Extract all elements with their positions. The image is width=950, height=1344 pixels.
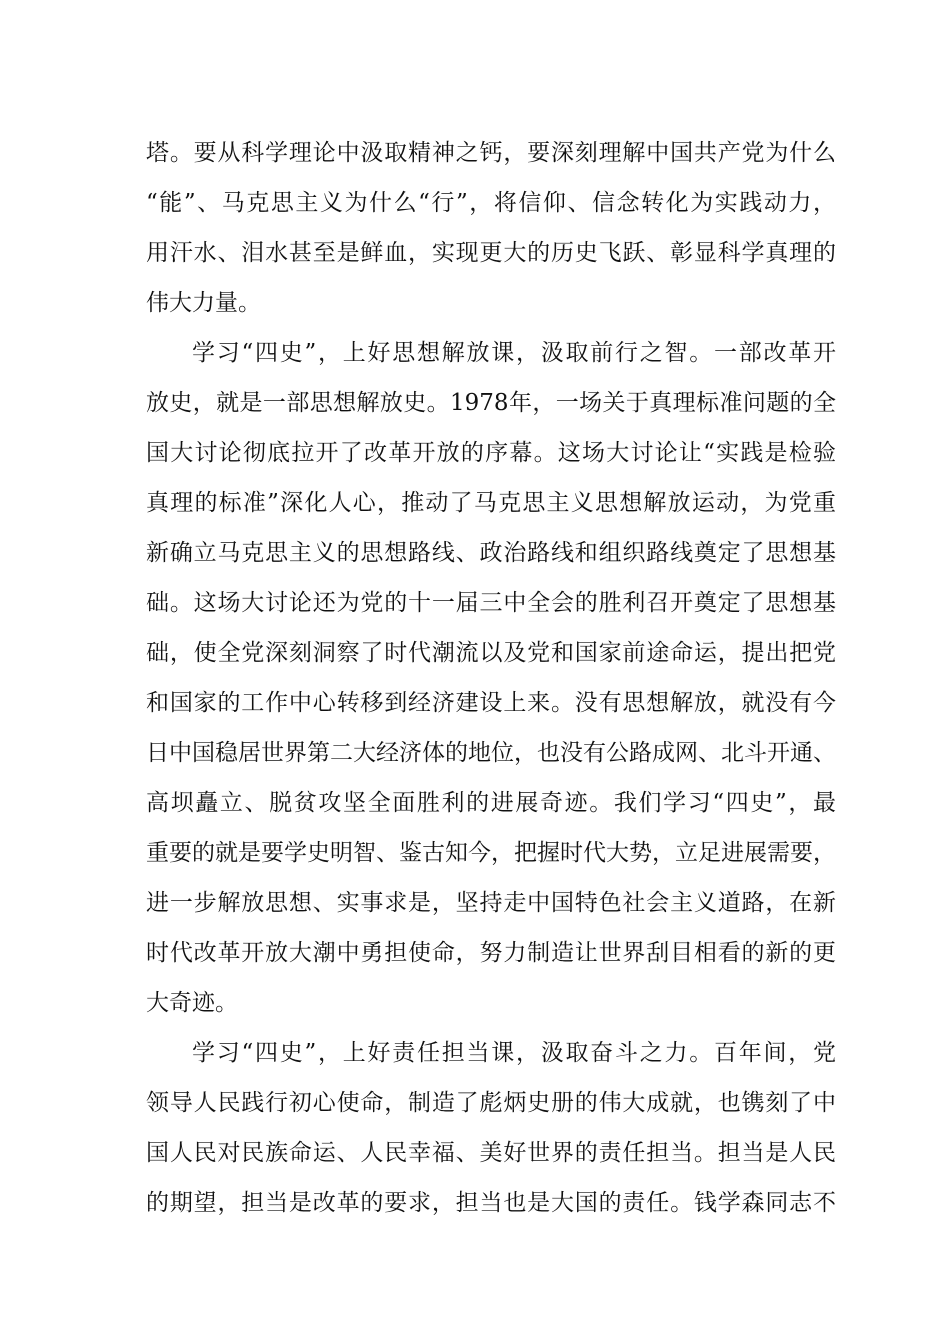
text-line: 和国家的工作中心转移到经济建设上来。没有思想解放，就没有今 — [146, 690, 836, 716]
body-text — [146, 128, 836, 1228]
text-line: 新确立马克思主义的思想路线、政治路线和组织路线奠定了思想基 — [146, 540, 836, 566]
text-line: 进一步解放思想、实事求是，坚持走中国特色社会主义道路，在新 — [146, 890, 836, 916]
text-line: 学习“四史”，上好思想解放课，汲取前行之智。一部改革开 — [192, 340, 836, 366]
text-line: 重要的就是要学史明智、鉴古知今，把握时代大势，立足进展需要， — [146, 840, 836, 866]
text-line: 础。这场大讨论还为党的十一届三中全会的胜利召开奠定了思想基 — [146, 590, 836, 616]
text-line: 国大讨论彻底拉开了改革开放的序幕。这场大讨论让“实践是检验 — [146, 440, 836, 466]
text-line: 时代改革开放大潮中勇担使命，努力制造让世界刮目相看的新的更 — [146, 940, 836, 966]
text-line: 学习“四史”，上好责任担当课，汲取奋斗之力。百年间，党 — [192, 1040, 836, 1066]
text-line: 塔。要从科学理论中汲取精神之钙，要深刻理解中国共产党为什么 — [146, 140, 836, 166]
text-line: 放史，就是一部思想解放史。1978年，一场关于真理标准问题的全 — [146, 390, 836, 416]
paragraph-3 — [146, 1028, 836, 1228]
text-line: 真理的标准”深化人心，推动了马克思主义思想解放运动，为党重 — [146, 490, 836, 516]
text-line: 伟大力量。 — [146, 290, 261, 316]
text-line: 础，使全党深刻洞察了时代潮流以及党和国家前途命运，提出把党 — [146, 640, 836, 666]
text-line: 日中国稳居世界第二大经济体的地位，也没有公路成网、北斗开通、 — [146, 740, 836, 766]
text-line: 国人民对民族命运、人民幸福、美好世界的责任担当。担当是人民 — [146, 1140, 836, 1166]
text-line: 大奇迹。 — [146, 990, 238, 1016]
paragraph-1 — [146, 128, 836, 328]
paragraph-2 — [146, 328, 836, 1028]
text-line: 的期望，担当是改革的要求，担当也是大国的责任。钱学森同志不 — [146, 1190, 836, 1216]
text-line: 高坝矗立、脱贫攻坚全面胜利的进展奇迹。我们学习“四史”，最 — [146, 790, 836, 816]
text-line: 用汗水、泪水甚至是鲜血，实现更大的历史飞跃、彰显科学真理的 — [146, 240, 836, 266]
text-line: “能”、马克思主义为什么“行”，将信仰、信念转化为实践动力， — [146, 190, 836, 216]
text-line: 领导人民践行初心使命，制造了彪炳史册的伟大成就，也镌刻了中 — [146, 1090, 836, 1116]
